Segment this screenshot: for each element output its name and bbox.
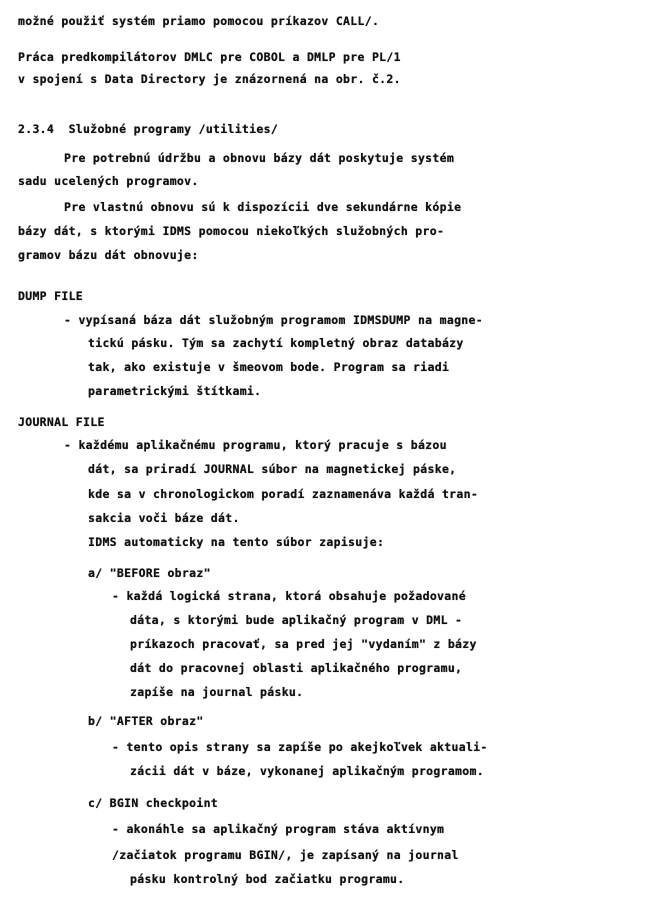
text-line: IDMS automaticky na tento súbor zapisuje: bbox=[88, 535, 385, 549]
text-line: zapíše na journal pásku. bbox=[130, 685, 304, 699]
text-line: parametrickými štítkami. bbox=[88, 384, 262, 398]
text-line: - vypísaná báza dát služobným programom IDMSDUMP na magne- bbox=[64, 313, 483, 327]
text-line: Práca predkompilátorov DMLC pre COBOL a DMLP pre PL/1 bbox=[18, 50, 401, 64]
text-line: sakcia voči báze dát. bbox=[88, 511, 240, 525]
text-line: dát, sa priradí JOURNAL súbor na magnetickej páske, bbox=[88, 462, 457, 476]
list-item-label: c/ BGIN checkpoint bbox=[88, 796, 219, 810]
list-item-label: b/ "AFTER obraz" bbox=[88, 714, 204, 728]
text-line: gramov bázu dát obnovuje: bbox=[18, 248, 199, 262]
text-line: zácii dát v báze, vykonanej aplikačným programom. bbox=[130, 764, 484, 778]
text-line: dát do pracovnej oblasti aplikačného programu, bbox=[130, 661, 463, 675]
text-line: dáta, s ktorými bude aplikačný program v DML - bbox=[130, 613, 463, 627]
text-line: možné použiť systém priamo pomocou príkazov CALL/. bbox=[18, 14, 380, 28]
text-line: Pre potrebnú údržbu a obnovu bázy dát poskytuje systém bbox=[64, 151, 455, 165]
text-line: - akonáhle sa aplikačný program stáva aktívnym bbox=[112, 822, 445, 836]
section-heading: 2.3.4 Služobné programy /utilities/ bbox=[18, 122, 279, 136]
text-line: - každá logická strana, ktorá obsahuje požadované bbox=[112, 589, 466, 603]
text-line: Pre vlastnú obnovu sú k dispozícii dve sekundárne kópie bbox=[64, 200, 462, 214]
text-line: tickú pásku. Tým sa zachytí kompletný obraz databázy bbox=[88, 336, 464, 350]
text-line: bázy dát, s ktorými IDMS pomocou niekoľkých služobných pro- bbox=[18, 224, 445, 238]
text-line: sadu ucelených programov. bbox=[18, 174, 199, 188]
text-line: - tento opis strany sa zapíše po akejkoľvek aktuali- bbox=[112, 740, 488, 754]
subsection-label: DUMP FILE bbox=[18, 289, 84, 303]
text-line: tak, ako existuje v šmeovom bode. Program sa riadi bbox=[88, 360, 450, 374]
text-line: pásku kontrolný bod začiatku programu. bbox=[130, 872, 405, 886]
text-line: príkazoch pracovať, sa pred jej "vydaním" z bázy bbox=[130, 637, 477, 651]
list-item-label: a/ "BEFORE obraz" bbox=[88, 566, 211, 580]
text-line: - každému aplikačnému programu, ktorý pracuje s bázou bbox=[64, 438, 447, 452]
subsection-label: JOURNAL FILE bbox=[18, 415, 105, 429]
text-line: /začiatok programu BGIN/, je zapísaný na journal bbox=[112, 848, 459, 862]
text-line: v spojení s Data Directory je znázornená na obr. č.2. bbox=[18, 72, 401, 86]
text-line: kde sa v chronologickom poradí zaznamenáva každá tran- bbox=[88, 487, 479, 501]
